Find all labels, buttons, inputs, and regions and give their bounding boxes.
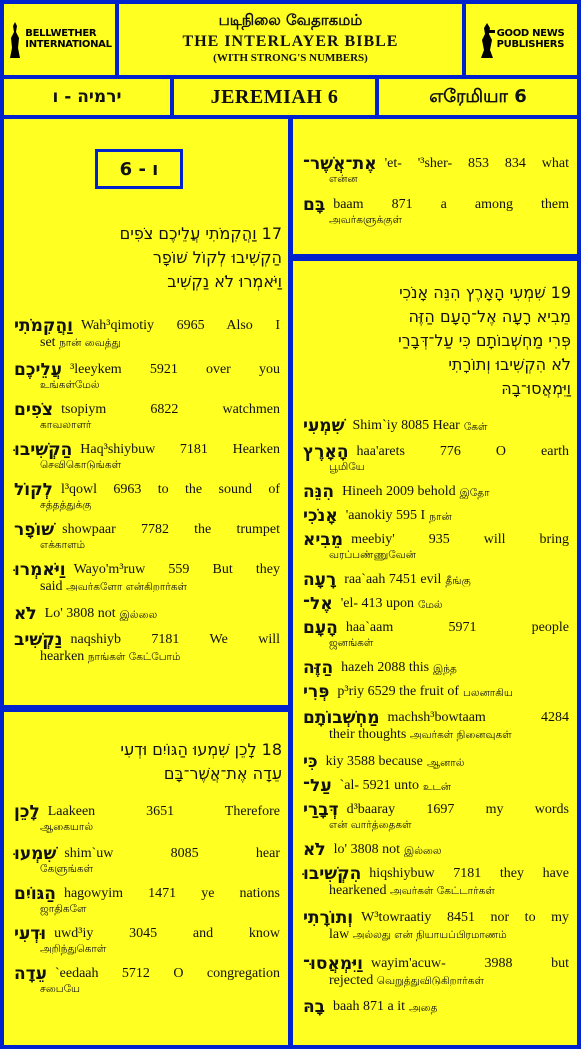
transliteration-gloss: Wayo'm³ruw 559 But they	[73, 562, 280, 577]
word-entry	[14, 442, 280, 472]
book-title-block	[119, 4, 462, 75]
word-entry	[303, 508, 569, 524]
word-entry	[303, 660, 569, 676]
gloss-continuation: rejected	[329, 973, 377, 988]
transliteration-gloss: 'et- '³sher- 853 834 what	[384, 156, 569, 171]
tamil-gloss: ஆனால்	[426, 757, 465, 769]
tamil-gloss: என்ன	[329, 173, 358, 185]
right-logo-line1: GOOD NEWS	[496, 28, 565, 39]
tamil-gloss: வரப்பண்ணுவேன்	[329, 549, 416, 561]
transliteration-gloss: Laakeen 3651 Therefore	[47, 804, 280, 819]
word-entry	[14, 482, 280, 512]
transliteration-gloss: haa`aam 5971 people	[345, 620, 569, 635]
word-entry	[303, 778, 569, 794]
hebrew-word: הָעָם	[303, 618, 338, 638]
transliteration-gloss: wayim'acuw- 3988 but	[370, 956, 569, 971]
bar-tamil-title: எரேமியா 6	[379, 79, 577, 115]
tamil-gloss: அவர்களுக்குள்	[329, 214, 402, 226]
tamil-gloss: சபையே	[40, 983, 81, 995]
transliteration-gloss: kiy 3588 because	[325, 754, 423, 769]
word-entry	[14, 606, 280, 622]
verse-19-hebrew: 19 שִׁמְעִי הָאָרֶץ הִנֵּה אָנֹכִי מֵבִיא רָעָה אֶל־הָעָם הַזֶּה פְּרִי מַחְשְׁבוֹתָם כִּי עַל־דְּבָרַי לֹא הִקְשִׁיבוּ וְתוֹרָתִי וַיִּמְאֲסוּ־בָהּ	[398, 283, 571, 398]
transliteration-gloss: raa`aah 7451 evil	[344, 572, 442, 587]
hebrew-word: וַיֹּאמְרוּ	[14, 560, 66, 580]
tamil-gloss: என் வார்த்தைகள்	[329, 819, 412, 831]
verse-18-hebrew: 18 לָכֵן שִׁמְעוּ הַגּוֹיִם וּדְעִי עֵדָה אֶת־אֲשֶׁר־בָּם	[120, 740, 282, 783]
hebrew-word: וּדְעִי	[14, 924, 47, 944]
word-entry	[303, 999, 569, 1015]
hebrew-word: רָעָה	[303, 570, 337, 590]
tamil-gloss: நாங்கள் கேட்போம்	[87, 651, 181, 663]
hebrew-word: הַזֶּה	[303, 658, 334, 678]
gloss-continuation: law	[329, 927, 353, 942]
word-entry	[14, 846, 280, 876]
hebrew-word: פְּרִי	[303, 682, 330, 702]
transliteration-gloss: p³riy 6529 the fruit of	[337, 684, 460, 699]
hebrew-word: עֲלֵיכֶם	[14, 360, 63, 380]
left-logo-line1: BELLWETHER	[25, 28, 97, 39]
bellwether-logo	[4, 4, 115, 75]
word-entry	[303, 156, 569, 186]
transliteration-gloss: 'aanokiy 595 I	[345, 508, 426, 523]
good-news-logo	[466, 4, 577, 75]
transliteration-gloss: `eedaah 5712 O congregation	[54, 966, 280, 981]
hebrew-word: נַקְשִׁיב	[14, 630, 63, 650]
word-entry	[303, 710, 569, 744]
hebrew-word: בָהּ	[303, 997, 326, 1017]
hebrew-word: דְּבָרַי	[303, 800, 339, 820]
transliteration-gloss: shim`uw 8085 hear	[64, 846, 280, 861]
tamil-gloss: அவர்கள் நினைவுகள்	[409, 729, 512, 741]
word-entry	[14, 362, 280, 392]
hebrew-word: הִקְשִׁיבוּ	[303, 864, 362, 884]
transliteration-gloss: hagowyim 1471 ye nations	[63, 886, 280, 901]
word-entry	[303, 596, 569, 612]
hebrew-word: לָכֵן	[14, 802, 40, 822]
word-entry	[14, 562, 280, 596]
hebrew-word: עַל־	[303, 776, 332, 796]
tamil-gloss: அறிந்துகொள்	[40, 943, 107, 955]
hebrew-word: בָּם	[303, 195, 326, 215]
word-entry	[14, 522, 280, 552]
word-entry	[303, 620, 569, 650]
tamil-gloss: அவர்களோ என்கிறார்கள்	[66, 581, 188, 593]
tamil-gloss: பலனாகிய	[463, 687, 513, 699]
tamil-gloss: இதோ	[459, 487, 490, 499]
transliteration-gloss: haa'arets 776 O earth	[356, 444, 569, 459]
word-entry	[303, 684, 569, 700]
verse-17-hebrew: 17 וַהֲקִמֹתִי עֲלֵיכֶם צֹפִים הַקְשִׁיבוּ לְקוֹל שׁוֹפָר וַיֹּאמְרוּ לֹא נַקְשִׁיב	[119, 224, 282, 291]
word-entry	[14, 966, 280, 996]
hebrew-word: הַקְשִׁיבוּ	[14, 440, 73, 460]
tamil-gloss: நான்	[429, 511, 452, 523]
transliteration-gloss: lo' 3808 not	[333, 842, 400, 857]
hebrew-word: שִׁמְעִי	[303, 416, 345, 436]
hebrew-word: אֶל־	[303, 594, 333, 614]
word-entry	[303, 842, 569, 858]
transliteration-gloss: tsopiym 6822 watchmen	[61, 402, 280, 417]
left-logo-line2: INTERNATIONAL	[25, 38, 112, 50]
gloss-continuation: hearkened	[329, 883, 391, 898]
tamil-gloss: இல்லை	[403, 845, 442, 857]
tamil-gloss: கேள்	[463, 421, 488, 433]
tamil-gloss: ஜாதிகளே	[40, 903, 87, 915]
word-entry	[14, 886, 280, 916]
tamil-gloss: அதை	[408, 1002, 438, 1014]
tamil-gloss: வெறுத்துவிடுகிறார்கள்	[376, 975, 484, 987]
transliteration-gloss: d³baaray 1697 my words	[346, 802, 569, 817]
transliteration-gloss: naqshiyb 7181 We will	[70, 632, 280, 647]
tamil-gloss: உடன்	[422, 781, 452, 793]
word-entry	[303, 754, 569, 770]
transliteration-gloss: l³qowl 6963 to the sound of	[60, 482, 280, 497]
hebrew-word: שׁוֹפָר	[14, 520, 55, 540]
hebrew-word: וְתוֹרָתִי	[303, 908, 354, 928]
tamil-gloss: எக்காளம்	[40, 539, 86, 551]
hebrew-word: שִׁמְעוּ	[14, 844, 57, 864]
word-entry	[303, 484, 569, 500]
hebrew-word: הָאָרֶץ	[303, 442, 349, 462]
tamil-gloss: காவலாளர்	[40, 419, 92, 431]
hebrew-word: הַגּוֹיִם	[14, 884, 56, 904]
gloss-continuation: said	[40, 579, 67, 594]
tamil-gloss: கேளுங்கள்	[40, 863, 94, 875]
title-main: THE INTERLAYER BIBLE	[182, 33, 399, 50]
bellwether-icon	[7, 20, 23, 60]
transliteration-gloss: meebiy' 935 will bring	[351, 532, 569, 547]
transliteration-gloss: Lo' 3808 not	[44, 606, 116, 621]
hebrew-word: מֵבִיא	[303, 530, 344, 550]
transliteration-gloss: uwd³iy 3045 and know	[54, 926, 280, 941]
word-entry	[303, 866, 569, 900]
hebrew-word: לְקוֹל	[14, 480, 53, 500]
tamil-gloss: ஆகையால்	[40, 821, 94, 833]
right-panel-top	[293, 119, 577, 254]
transliteration-gloss: Wah³qimotiy 6965 Also I	[80, 318, 280, 333]
title-subtitle: (WITH STRONG'S NUMBERS)	[213, 52, 368, 64]
hebrew-word: עֵדָה	[14, 964, 47, 984]
word-entry	[303, 418, 569, 434]
hebrew-word: וַיִּמְאֲסוּ־	[303, 954, 363, 974]
transliteration-gloss: hiqshiybuw 7181 they have	[369, 866, 569, 881]
hebrew-word: לֹא	[14, 604, 37, 624]
transliteration-gloss: baah 871 a it	[333, 999, 405, 1014]
word-entry	[303, 956, 569, 990]
tamil-gloss: உங்கள்மேல்	[40, 379, 100, 391]
hebrew-word: הִנֵּה	[303, 482, 335, 502]
transliteration-gloss: showpaar 7782 the trumpet	[62, 522, 280, 537]
hebrew-word: וַהֲקִמֹתִי	[14, 316, 73, 336]
word-entry	[14, 318, 280, 352]
tamil-gloss: தீங்கு	[445, 575, 471, 587]
hebrew-word: מַחְשְׁבוֹתָם	[303, 708, 380, 728]
transliteration-gloss: Hineeh 2009 behold	[342, 484, 456, 499]
hebrew-word: אָנֹכִי	[303, 506, 338, 526]
tamil-gloss: பூமியே	[329, 461, 365, 473]
tamil-gloss: ஜனங்கள்	[329, 637, 374, 649]
tamil-gloss: நான் வைத்து	[59, 337, 121, 349]
title-tamil: படிநிலை வேதாகமம்	[218, 11, 363, 29]
gloss-continuation: their thoughts	[329, 727, 410, 742]
tamil-gloss: இந்த	[433, 663, 457, 675]
word-entry	[303, 532, 569, 562]
transliteration-gloss: `al- 5921 unto	[339, 778, 419, 793]
word-entry	[303, 572, 569, 588]
transliteration-gloss: Haq³shiybuw 7181 Hearken	[80, 442, 280, 457]
word-entry	[303, 197, 569, 227]
transliteration-gloss: Shim`iy 8085 Hear	[352, 418, 460, 433]
transliteration-gloss: baam 871 a among them	[333, 197, 569, 212]
word-entry	[303, 802, 569, 832]
word-entry	[14, 402, 280, 432]
bar-english-title: JEREMIAH 6	[174, 79, 375, 115]
transliteration-gloss: machsh³bowtaam 4284	[387, 710, 569, 725]
tamil-gloss: செவிகொடுங்கள்	[40, 459, 122, 471]
word-entry	[14, 804, 280, 834]
tamil-gloss: இல்லை	[119, 609, 158, 621]
bar-hebrew-title: ירמיה - ו	[4, 79, 170, 115]
word-entry	[303, 910, 569, 944]
transliteration-gloss: W³towraatiy 8451 nor to my	[361, 910, 569, 925]
hebrew-word: כִּי	[303, 752, 318, 772]
tamil-gloss: மேல்	[418, 599, 443, 611]
tamil-gloss: அவர்கள் கேட்டார்கள்	[390, 885, 495, 897]
chapter-label: ו - 6	[95, 149, 183, 189]
hebrew-word: צֹפִים	[14, 400, 54, 420]
word-entry	[14, 632, 280, 666]
gloss-continuation: set	[40, 335, 60, 350]
right-logo-line2: PUBLISHERS	[496, 38, 565, 50]
tamil-gloss: சத்தத்துக்கு	[40, 499, 92, 511]
word-entry	[14, 926, 280, 956]
transliteration-gloss: hazeh 2088 this	[341, 660, 430, 675]
good-news-icon	[479, 20, 495, 60]
transliteration-gloss: ³leeykem 5921 over you	[70, 362, 280, 377]
word-entry	[303, 444, 569, 474]
tamil-gloss: அல்லது என் நியாயப்பிரமாணம்	[352, 929, 507, 941]
gloss-continuation: hearken	[40, 649, 88, 664]
transliteration-gloss: 'el- 413 upon	[340, 596, 415, 611]
hebrew-word: אֶת־אֲשֶׁר־	[303, 154, 377, 174]
hebrew-word: לֹא	[303, 840, 326, 860]
